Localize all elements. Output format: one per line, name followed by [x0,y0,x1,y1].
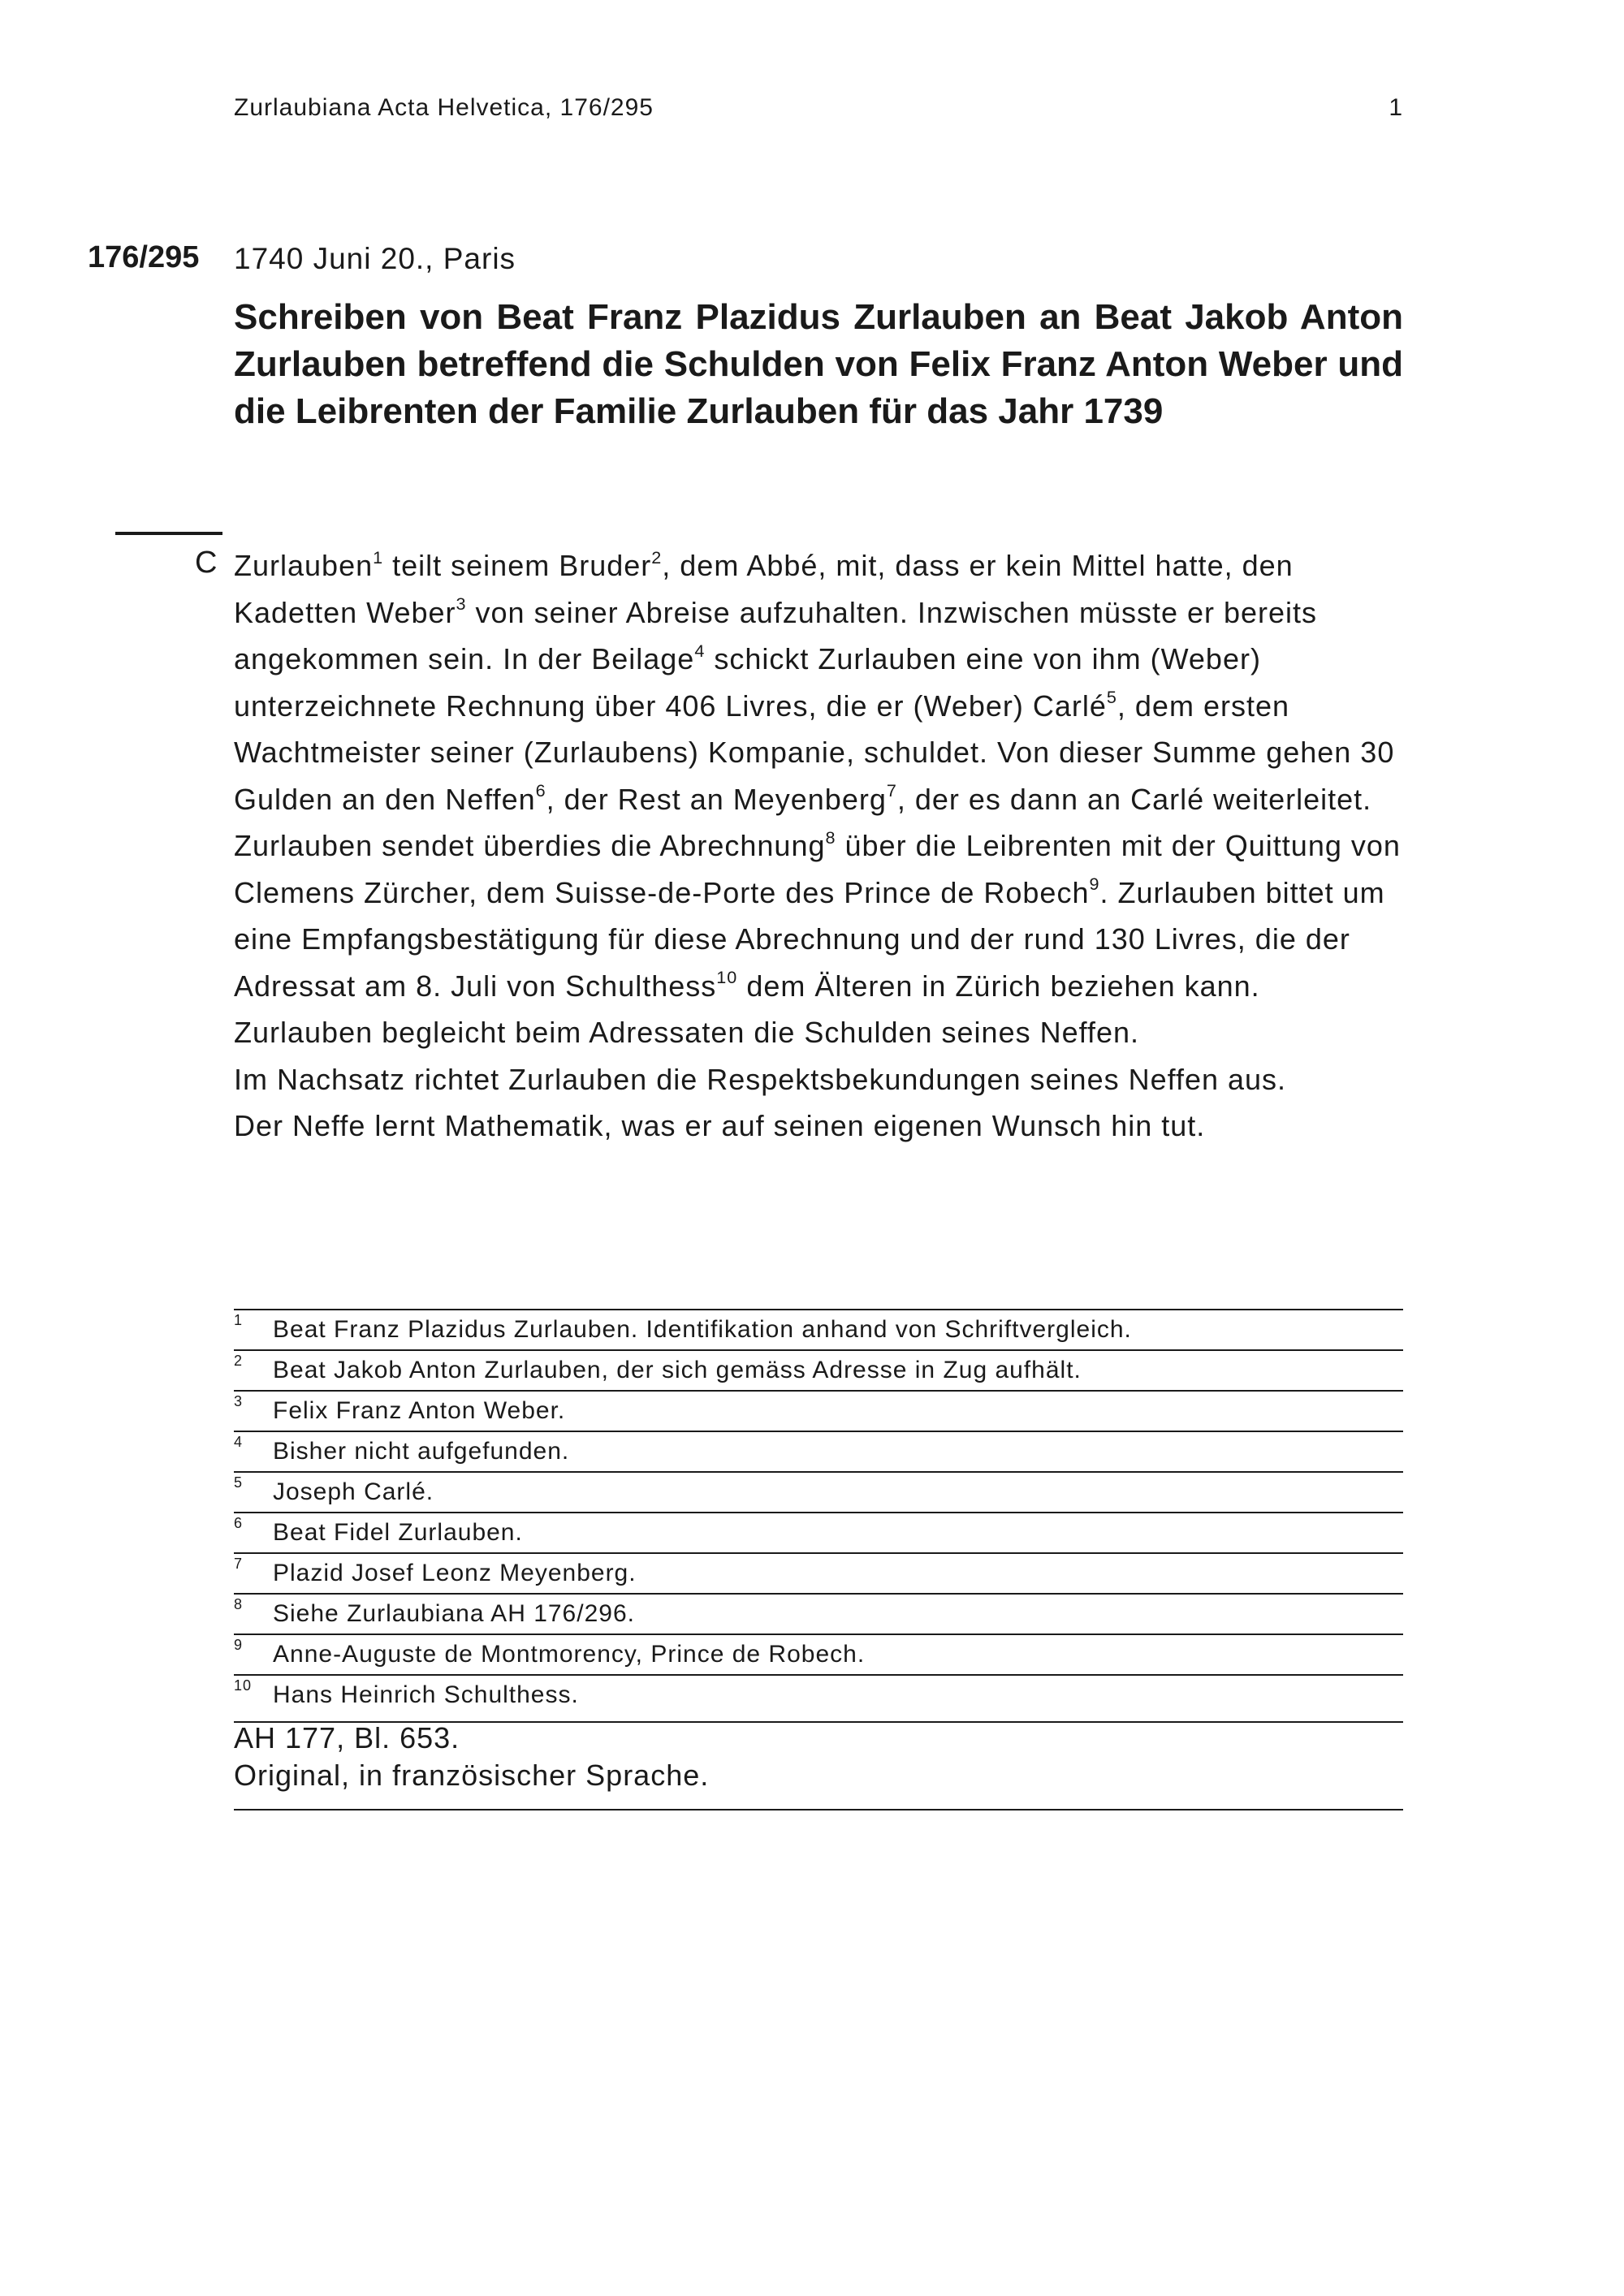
footnote-number: 7 [234,1556,244,1572]
footnote-text: Anne-Auguste de Montmorency, Prince de Robech. [273,1641,866,1668]
summary-paragraph: Zurlauben begleicht beim Adressaten die Schulden seines Neffen. [234,1016,1140,1049]
footnote-ref[interactable]: 9 [1089,874,1100,895]
footnote-ref[interactable]: 7 [886,780,897,801]
footnote-text: Joseph Carlé. [273,1478,434,1505]
summary-text: . Zurlauben bittet um eine Empfangsbestätigung für diese Abrechnung und der rund 130 Livres, die der Adressat am 8. Juli von Schulthess [234,875,1385,1003]
summary-text: , dem Abbé, mit, dass er kein Mittel hatte, den Kadetten Weber [234,549,1294,629]
source-rule [234,1809,1403,1810]
footnote-text: Siehe Zurlaubiana AH 176/296. [273,1600,635,1627]
footnote-ref[interactable]: 1 [373,546,384,568]
page-number: 1 [1389,94,1403,121]
footnote [234,1309,1403,1349]
footnote-number: 3 [234,1393,244,1409]
footnote-number: 5 [234,1474,244,1491]
footnote-number: 8 [234,1596,244,1612]
entry-title: Schreiben von Beat Franz Plazidus Zurlauben an Beat Jakob Anton Zurlauben betreffend die Schulden von Felix Franz Anton Weber und die Leibrenten der Familie Zurlauben für das Jahr 1739 [234,297,1403,431]
summary-text: Zurlauben [234,549,374,582]
footnote-number: 1 [234,1312,244,1328]
footnote [234,1552,1403,1593]
footnote [234,1390,1403,1431]
footnote [234,1512,1403,1552]
footnote-ref[interactable]: 3 [456,593,467,615]
footnote-text: Bisher nicht aufgefunden. [273,1438,570,1465]
footnote-number: 6 [234,1515,244,1531]
footnote-number: 9 [234,1637,244,1653]
summary-text: dem Älteren in Zürich beziehen kann. [737,969,1260,1003]
footnote-ref[interactable]: 4 [694,640,706,661]
footnote-text: Hans Heinrich Schulthess. [273,1681,579,1708]
footnote-ref[interactable]: 6 [535,780,546,801]
summary-text: , dem ersten Wachtmeister seiner (Zurlaubens) Kompanie, schuldet. Von dieser Summe gehen 30 Gulden an den Neffen [234,688,1395,816]
summary-text: schickt Zurlauben eine von ihm (Weber) unterzeichnete Rechnung über 406 Livres, die er (Weber) Carlé [234,642,1261,723]
summary-text: über die Leibrenten mit der Quittung von Clemens Zürcher, dem Suisse-de-Porte des Prince de Robech [234,829,1401,909]
footnote-text: Beat Fidel Zurlauben. [273,1519,523,1546]
running-title: Zurlaubiana Acta Helvetica, 176/295 [234,94,654,121]
footnote-ref[interactable]: 2 [651,546,663,568]
original-note: Original, in französischer Sprache. [234,1759,710,1792]
footnote-ref[interactable]: 10 [716,967,738,988]
footnote [234,1593,1403,1634]
footnote-ref[interactable]: 5 [1106,687,1117,708]
footnote-text: Plazid Josef Leonz Meyenberg. [273,1560,637,1586]
summary-paragraph [234,822,1403,1009]
summary-paragraph: Der Neffe lernt Mathematik, was er auf seinen eigenen Wunsch hin tut. [234,1109,1206,1142]
summary-text: von seiner Abreise aufzuhalten. Inzwischen müsste er bereits angekommen sein. In der Beilage [234,595,1318,675]
entry-number: 176/295 [88,240,200,274]
archive-signature: AH 177, Bl. 653. [234,1721,460,1754]
footnote [234,1471,1403,1512]
summary-paragraph: Im Nachsatz richtet Zurlauben die Respektsbekundungen seines Neffen aus. [234,1062,1287,1096]
footnote-number: 4 [234,1434,244,1450]
footnote-ref[interactable]: 8 [825,826,836,848]
footnote-text: Beat Jakob Anton Zurlauben, der sich gemäss Adresse in Zug aufhält. [273,1357,1082,1383]
footnote-text: Felix Franz Anton Weber. [273,1397,566,1424]
summary [234,542,1403,1150]
footnote [234,1431,1403,1471]
running-header [234,94,1403,127]
summary-paragraph [234,542,1403,822]
entry-date-place: 1740 Juni 20., Paris [234,242,516,275]
footnotes [234,1309,1403,1723]
summary-text: Zurlauben sendet überdies die Abrechnung [234,829,826,862]
footnote [234,1634,1403,1674]
footnote-text: Beat Franz Plazidus Zurlauben. Identifikation anhand von Schriftvergleich. [273,1316,1132,1343]
summary-text: , der es dann an Carlé weiterleitet. [896,782,1372,816]
footnote-number: 10 [234,1677,253,1694]
copy-type-marker: C [195,546,218,580]
footnote [234,1349,1403,1390]
summary-text: , der Rest an Meyenberg [546,782,887,816]
section-rule [115,532,222,535]
footnote-number: 2 [234,1353,244,1369]
source-block [234,1720,1403,1794]
summary-text: teilt seinem Bruder [383,549,652,582]
footnote [234,1674,1403,1715]
